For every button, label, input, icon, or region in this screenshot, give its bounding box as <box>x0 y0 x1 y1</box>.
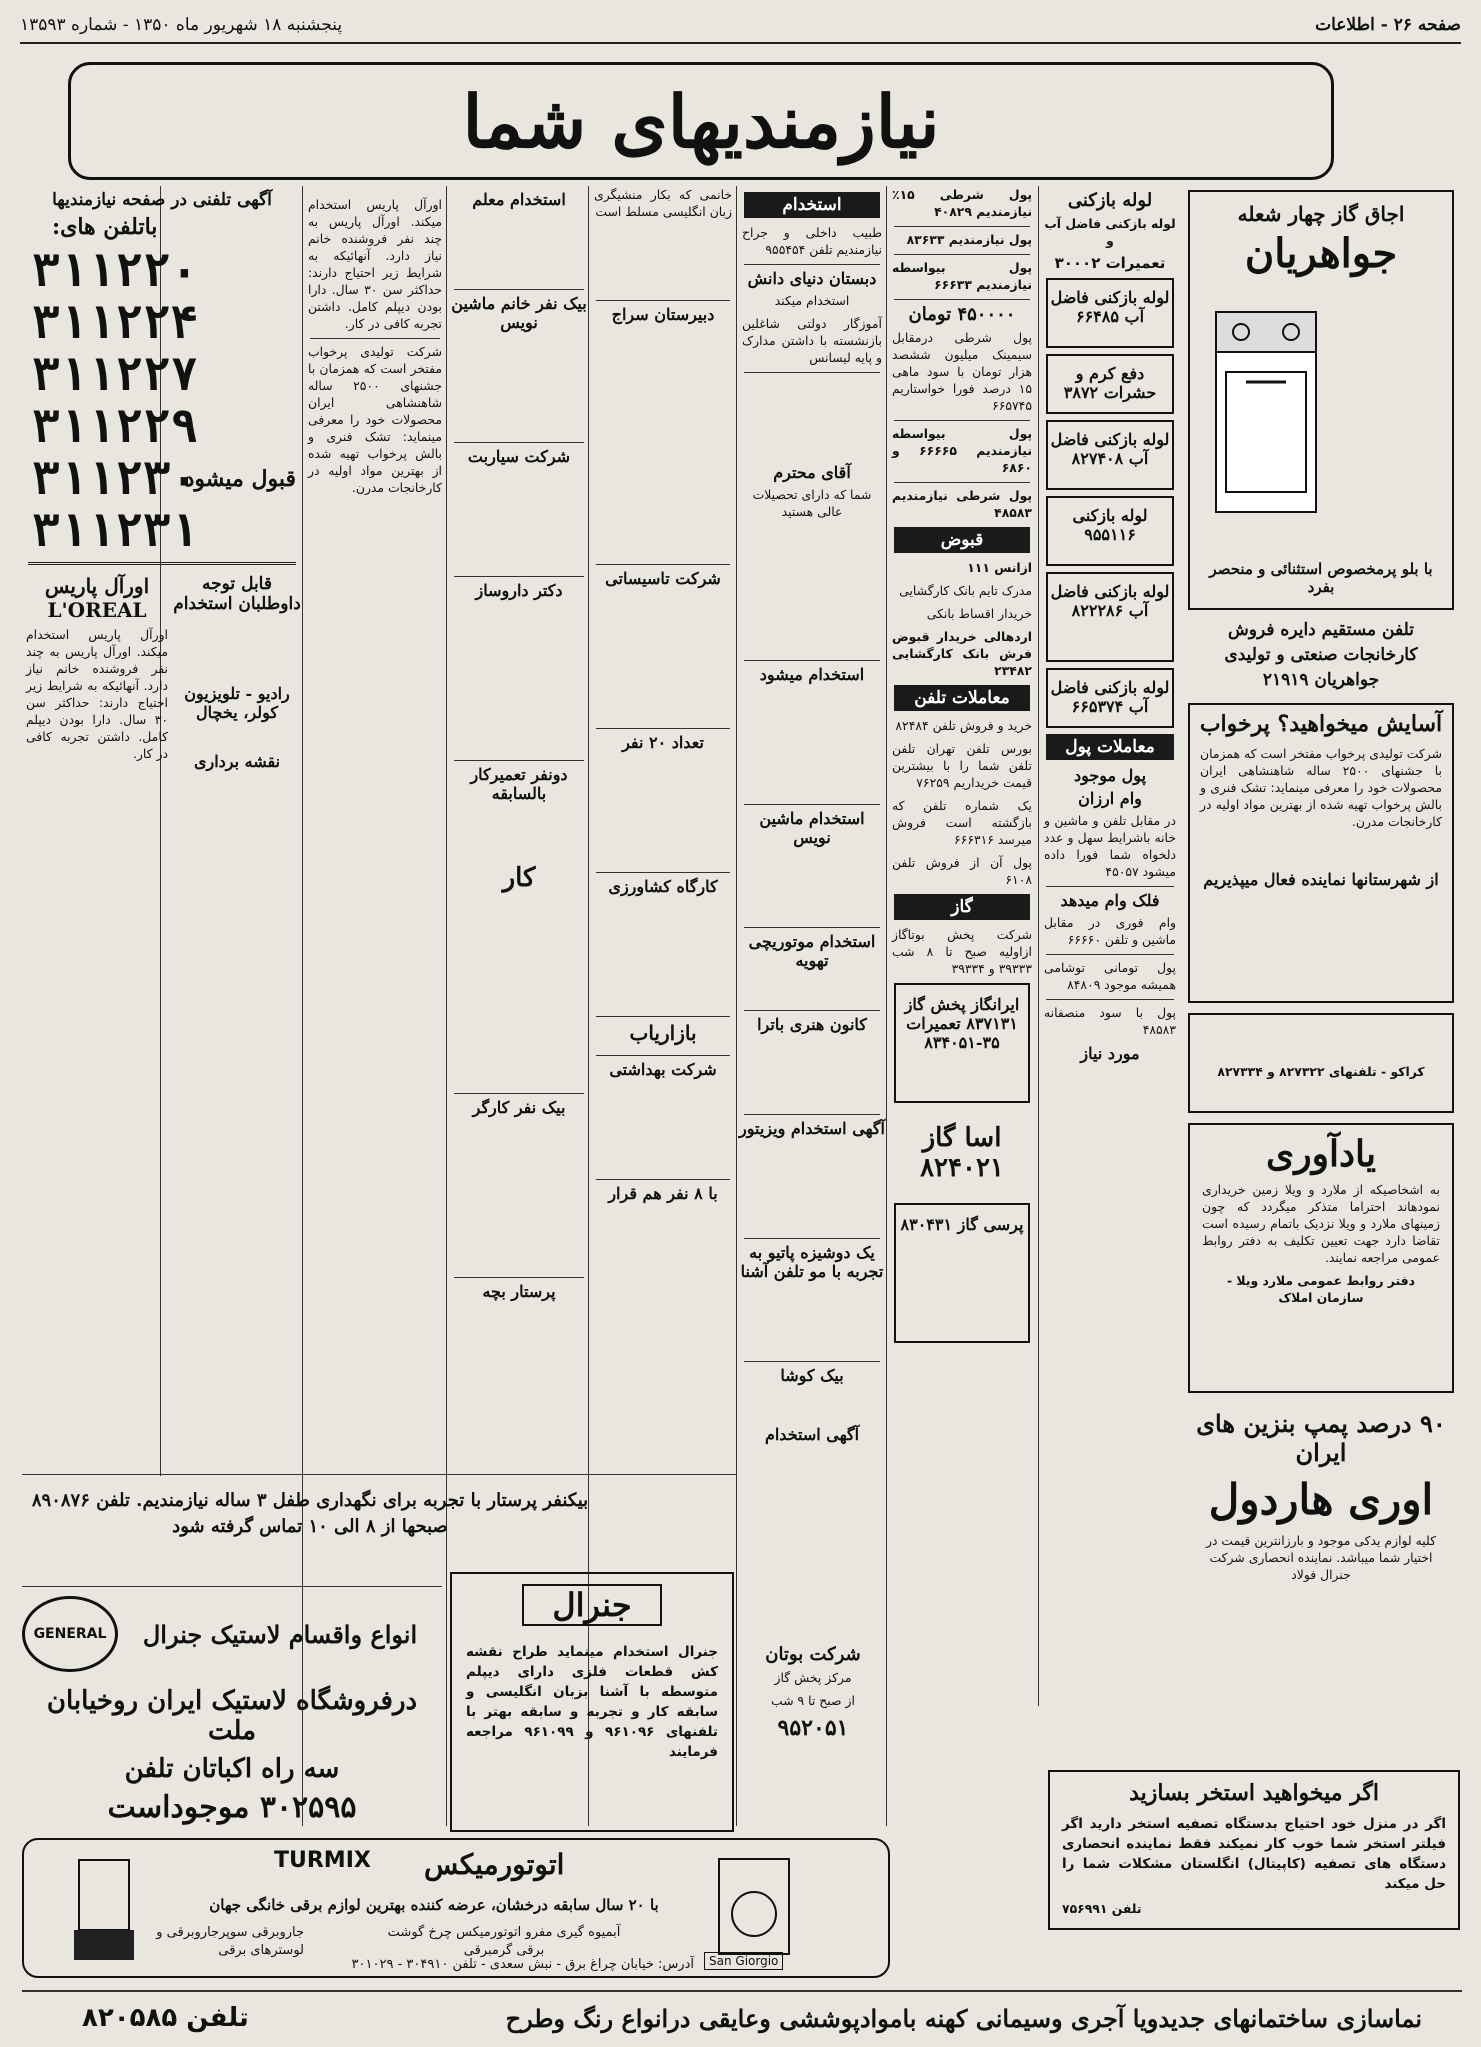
pipe-ad: لوله بازکنی ۹۵۵۱۱۶ <box>1046 496 1174 566</box>
washing-machine-icon <box>714 1854 794 1964</box>
juicer-icon <box>64 1850 144 1970</box>
bazin-brand: اوری هاردول <box>1208 1475 1434 1524</box>
job-line: آگهی استخدام ویزیتور <box>739 1119 885 1138</box>
irangaz-ad: ایرانگاز پخش گاز ۸۳۷۱۳۱ تعمیرات ۳۵-۸۳۴۰۵۱ <box>894 983 1030 1103</box>
job3-line: بیک نفر کارگر <box>472 1098 566 1117</box>
gas-stove-brand: جواهریان <box>1244 230 1398 277</box>
column-jobs-3 <box>448 186 590 1486</box>
yadavari-ad <box>1188 1123 1454 1393</box>
gaz-text: شرکت پخش بوتاگاز ازاولیه صبح تا ۸ شب ۳۹۳۳۳ و ۳۹۳۳۴ <box>892 927 1032 976</box>
bazin-ad <box>1188 1403 1454 1645</box>
column-left <box>22 186 302 1476</box>
phone-number: ۳۱۱۲۳۰ <box>32 451 199 505</box>
money-line: ۴۵۰۰۰۰ تومان <box>908 304 1016 325</box>
survey-ad: نقشه برداری <box>193 752 281 771</box>
loan-item: مورد نیاز <box>1080 1044 1140 1063</box>
job-line: بیک کوشا <box>780 1366 844 1385</box>
tel-item: خرید و فروش تلفن ۸۲۴۸۴ <box>895 718 1032 733</box>
job-line: آموزگار دولتی شاغلین بازنشسته با داشتن مدارک و پایه لیسانس <box>742 316 882 365</box>
issue-date: پنجشنبه ۱۸ شهریور ماه ۱۳۵۰ - شماره ۱۳۵۹۳ <box>20 15 343 35</box>
tel-head: معاملات تلفن <box>894 685 1030 711</box>
money-line: پول شرطی نیازمندیم ۴۸۵۸۳ <box>892 488 1032 520</box>
turmix-products: جاروبرقی سوپرجاروبرقی و لوسترهای برقی <box>156 1925 304 1958</box>
money-line: پول شرطی ۱۵٪ نیازمندیم ۴۰۸۲۹ <box>892 187 1032 219</box>
butane-title: شرکت بوتان <box>765 1644 861 1665</box>
qobuz-item: ازانس ۱۱۱ <box>967 560 1032 575</box>
tel-item: بورس تلفن تهران تلفن تلفن شما را با بیشترین قیمت خریداریم ۷۶۲۵۹ <box>892 741 1032 790</box>
qobuz-item: اردهالی خریدار قبوض فرش بانک کارگشایی ۲۳۴۸۲ <box>892 629 1032 678</box>
column-rule <box>886 186 887 1826</box>
general-hiring-text: جنرال استخدام مینماید طراح نقشه کش قطعات فلزی دارای دیپلم متوسطه با آشنا بزبان انگلیسی و سابقه کار و تجربه و سابقه بهتر با تلفنهای ۹۶۱۰۹۶ و ۹۶۱۰۹۹ مراجعه فرمایند <box>466 1644 718 1760</box>
bazin-text: کلیه لوازم یدکی موجود و بارزانترین قیمت در اختیار شما میباشد. نماینده انحصاری شرکت جنرال فولاد <box>1205 1533 1437 1582</box>
money-line: پول نیازمندیم ۸۳۶۳۳ <box>906 232 1032 247</box>
job-line: کانون هنری باترا <box>757 1015 867 1034</box>
sangiorgio-logo: San Giorgio <box>704 1952 783 1970</box>
job2-line: شرکت تاسیساتی <box>605 569 721 588</box>
qobuz-item: خریدار اقساط بانکی <box>926 606 1032 621</box>
phone-number: ۳۱۱۲۳۱ <box>32 503 199 557</box>
pool-text: اگر در منزل خود احتیاج بدستگاه تصفیه استخر دارید اگر فیلتر استخر شما خوب کار نمیکند فقط نماینده انحصاری دستگاه های تصفیه (کاپیتال) انگلستان مشکلات شما را حل میکند <box>1062 1816 1446 1892</box>
job3-line: کار <box>502 863 536 893</box>
column-mid-left <box>304 186 446 1476</box>
turmix-products2: آبمیوه گیری مفرو اتوتورمیکس چرخ گوشت برقی گرمبرقی <box>387 1925 621 1958</box>
karakaj-text: کراکو - تلفنهای ۸۲۷۳۲۲ و ۸۲۷۳۳۴ <box>1217 1064 1425 1079</box>
loan-item: پول با سود منصفانه ۴۸۵۸۳ <box>1044 1005 1176 1037</box>
column-display-ads <box>1180 186 1462 1686</box>
page-label: صفحه ۲۶ - اطلاعات <box>1315 15 1461 35</box>
gaz-head: گاز <box>894 894 1030 920</box>
general-logo-text: GENERAL <box>33 1626 107 1642</box>
turmix-address: آدرس: خیابان چراغ برق - نبش سعدی - تلفن ۳۰۴۹۱۰ - ۳۰۱۰۲۹ <box>351 1957 694 1972</box>
loan-item: پول موجود <box>1073 766 1147 785</box>
phones-label: باتلفن های: <box>52 214 158 240</box>
section-banner <box>68 62 1334 180</box>
pipes-head: لوله بازکنی <box>1067 190 1153 211</box>
gas-stove-tag: با بلو پرمخصوص استثنائی و منحصر بفرد <box>1209 560 1433 596</box>
footer-phone: تلفن ۸۲۰۵۸۵ <box>82 2003 249 2033</box>
job3-line: شرکت سیاربت <box>467 447 571 466</box>
pool-phone: تلفن ۷۵۶۹۹۱ <box>1062 1901 1142 1916</box>
job-line: دبستان دنیای دانش <box>747 269 877 288</box>
job-line: طبیب داخلی و جراح نیازمندیم تلفن ۹۵۵۴۵۴ <box>742 225 882 257</box>
column-pipes-loans <box>1040 186 1180 1686</box>
job2-line: شرکت بهداشتی <box>609 1060 717 1079</box>
pool-ad <box>1048 1770 1460 1930</box>
phone-number: ۳۱۱۲۲۰ <box>32 243 199 297</box>
pipe-ad: لوله بازکنی فاضل آب ۶۶۴۸۵ <box>1046 278 1174 348</box>
butane-phone: ۹۵۲۰۵۱ <box>777 1715 849 1741</box>
butane-hours: از صبح تا ۹ شب <box>771 1693 855 1708</box>
general-tire-title: انواع واقسام لاستیک جنرال <box>142 1619 418 1649</box>
column-jobs-1 <box>738 186 886 1826</box>
filler-text: شرکت تولیدی پرخواب مفتخر است که همزمان با جشنهای ۲۵۰۰ ساله شاهنشاهی ایران محصولات خود را معرفی مینماید: تشک فنری و بالش پرخواب تهیه شده از بهترین مواد اولیه در کارخانجات مدرن. <box>308 344 442 495</box>
turmix-brand: TURMIX <box>274 1848 371 1873</box>
column-rule <box>302 186 303 1826</box>
turmix-slogan: با ۲۰ سال سابقه درخشان، عرضه کننده بهترین لوازم برقی خانگی جهان <box>209 1896 659 1914</box>
turmix-title: اتوتورمیکس <box>424 1848 565 1881</box>
tel-item: پول آن از فروش تلفن ۶۱۰۸ <box>892 855 1032 887</box>
radio-ad: رادیو - تلویزیون کولر، یخچال <box>184 684 290 722</box>
gas-stove-ad <box>1188 190 1454 610</box>
karakaj-ad <box>1188 1013 1454 1113</box>
pool-title: اگر میخواهید استخر بسازید <box>1129 1780 1379 1806</box>
general-tire-ad <box>22 1596 442 1825</box>
divider <box>22 1990 1462 1992</box>
footer-ad <box>22 1996 1462 2040</box>
divider <box>22 1586 442 1587</box>
parsgaz-ad: پرسی گاز ۸۳۰۴۳۱ <box>894 1203 1030 1343</box>
general-logo <box>22 1596 118 1672</box>
accepted-label: قبول میشود <box>184 466 296 492</box>
job3-line: دونفر تعمیرکار بالسابقه <box>470 765 568 803</box>
job3-line: استخدام معلم <box>472 190 566 209</box>
bed-text: شرکت تولیدی پرخواب مفتخر است که همزمان با جشنهای ۲۵۰۰ ساله شاهنشاهی ایران محصولات خود را معرفی مینماید: تشک فنری و بالش پرخواب تهیه شده از بهترین مواد اولیه در کارخانجات مدرن. <box>1200 746 1442 829</box>
pipes-line: لوله بازکنی فاضل آب و <box>1044 216 1176 248</box>
banner-title: نیازمندیهای شما <box>462 78 940 164</box>
job-line: استخدام میکند <box>774 293 850 308</box>
job3-line: بیک نفر خانم ماشین نویس <box>451 294 587 332</box>
phone-number: ۳۱۱۲۲۴ <box>32 295 199 349</box>
general-tire-store: درفروشگاه لاستیک ایران روخیابان ملت <box>46 1686 418 1746</box>
bed-ad <box>1188 703 1454 1003</box>
turmix-ad <box>22 1838 890 1978</box>
job2-line: با ۸ نفر هم قرار <box>608 1184 718 1203</box>
job3-line: پرستار بچه <box>482 1282 556 1301</box>
general-tire-addr: سه راه اکباتان تلفن <box>124 1754 340 1784</box>
gas-stove-phone: تلفن مستقیم دایره فروش کارخانجات صنعتی و تولیدی جواهریان ۲۱۹۱۹ <box>1224 620 1418 690</box>
loreal-logo: اورآل پاریس L'OREAL <box>44 574 150 622</box>
job-line: استخدام میشود <box>759 665 865 684</box>
yadavari-title: یادآوری <box>1266 1133 1376 1175</box>
loans-head: معاملات پول <box>1046 734 1174 760</box>
bed-title: آسایش میخواهید؟ پرخواب <box>1199 711 1443 737</box>
column-jobs-2 <box>590 186 736 1486</box>
column-rule <box>1038 186 1039 1706</box>
general-tire-phone: ۳۰۲۵۹۵ موجوداست <box>107 1790 357 1825</box>
loan-item: وام ارزان <box>1078 789 1142 808</box>
job2-line: خانمی که بکار منشیگری زبان انگلیسی مسلط است <box>594 187 732 219</box>
divider <box>22 1474 736 1475</box>
gas-stove-icon <box>1206 292 1326 522</box>
general-hiring-ad <box>450 1572 734 1832</box>
phone-number: ۳۱۱۲۲۹ <box>32 399 199 453</box>
job2-line: بازاریاب <box>629 1021 697 1045</box>
jobs-head: استخدام <box>744 192 880 218</box>
qobuz-head: قبوض <box>894 527 1030 553</box>
asagaz-ad: اسا گاز ۸۲۴۰۲۱ <box>920 1123 1004 1183</box>
loan-item: وام فوری در مقابل ماشین و تلفن ۶۶۶۶۰ <box>1044 915 1176 947</box>
gas-stove-title: اجاق گاز چهار شعله <box>1237 202 1405 226</box>
butane-text: مرکز پخش گاز <box>774 1670 852 1685</box>
footer-text: نماسازی ساختمانهای جدیدویا آجری وسیمانی کهنه باموادپوششی وعایقی درانواع رنگ وطرح <box>505 2003 1422 2033</box>
phone-number: ۳۱۱۲۲۷ <box>32 347 199 401</box>
general-hiring-logo: جنرال <box>522 1584 662 1626</box>
pipe-ad: لوله بازکنی فاضل آب ۶۶۵۳۷۴ <box>1046 668 1174 728</box>
job-line: یک دوشیزه پاتیو به تجربه با مو تلفن آشنا <box>740 1243 884 1281</box>
loan-item: فلک وام میدهد <box>1060 891 1160 910</box>
nurse-ad: بیکنفر پرستار با تجربه برای نگهداری طفل ۳ ساله نیازمندیم. تلفن ۸۹۰۸۷۶ صبحها از ۸ الی ۱۰ تماس گرفته شود <box>31 1490 589 1537</box>
money-line: پول بیواسطه نیازمندیم ۶۶۶۶۵ و ۶۸۶۰ <box>892 426 1032 475</box>
column-rule <box>736 186 737 1826</box>
pipe-ad: دفع کرم و حشرات ۳۸۷۲ <box>1046 354 1174 414</box>
job2-line: تعداد ۲۰ نفر <box>622 733 704 752</box>
job3-line: دکتر داروساز <box>475 581 563 600</box>
loan-item: پول تومانی توشامی همیشه موجود ۸۴۸۰۹ <box>1044 960 1176 992</box>
loan-item: در مقابل تلفن و ماشین و خانه باشرایط سهل و عدد دلخواه شما فورا داده میشود ۴۵۰۵۷ <box>1044 813 1176 879</box>
pipe-ad: لوله بازکنی فاضل آب ۸۲۷۴۰۸ <box>1046 420 1174 490</box>
pipe-ad: لوله بازکنی فاضل آب ۸۲۲۲۸۶ <box>1046 572 1174 662</box>
job2-line: دبیرستان سراج <box>611 305 715 324</box>
qobuz-item: مدرک تایم بانک کارگشایی <box>899 583 1032 598</box>
job-line: شما که دارای تحصیلات عالی هستید <box>752 487 872 519</box>
phones-head: آگهی تلفنی در صفحه نیازمندیها <box>52 190 272 210</box>
job-line: استخدام ماشین نویس <box>759 809 865 847</box>
yadavari-footer: دفتر روابط عمومی ملارد ویلا - سازمان املاک <box>1226 1273 1416 1305</box>
pipes-line: تعمیرات ۳۰۰۰۲ <box>1054 254 1166 272</box>
job-line: آگهی استخدام <box>764 1425 860 1444</box>
bazin-title: ۹۰ درصد پمپ بنزین های ایران <box>1196 1409 1446 1467</box>
masthead <box>20 8 1461 44</box>
job2-line: کارگاه کشاورزی <box>608 877 718 896</box>
filler-text: اورآل پاریس استخدام میکند. اورآل پاریس به چند نفر فروشنده خانم نیاز دارد. آنهائیکه به شرایط زیر احتیاج دارند: حداکثر سن ۳۰ سال. دارا بودن دیپلم کامل. داشتن تجربه کافی در کار. <box>308 197 442 331</box>
column-rule <box>446 186 447 1826</box>
loreal-text: اورآل پاریس استخدام میکند. اورآل پاریس به چند نفر فروشنده خانم نیاز دارد. آنهائیکه به شرایط زیر احتیاج دارند: حداکثر سن ۳۰ سال. دارا بودن دیپلم کامل. داشتن تجربه کافی در کار. <box>26 627 168 761</box>
job-line: استخدام موتوریچی تهویه <box>748 932 876 970</box>
money-line: پول شرطی درمقابل سیمینک میلیون ششصد هزار تومان با سود ماهی ۱۵ درصد فورا خواستاریم ۶۶۵۷۴۵ <box>892 330 1032 413</box>
job-line: آقای محترم <box>773 463 851 482</box>
bed-branch: از شهرستانها نماینده فعال میپذیریم <box>1203 870 1439 889</box>
money-line: پول بیواسطه نیازمندیم ۶۶۶۳۳ <box>892 260 1032 292</box>
column-money <box>888 186 1036 1826</box>
tel-item: یک شماره تلفن که بازگشته است فروش میرسد ۶۶۶۳۱۶ <box>892 798 1032 847</box>
yadavari-text: به اشخاصیکه از ملارد و ویلا زمین خریداری نمودهاند احتراما متذکر میگردد که چون زمینهای ملارد و ویلا نزدیک باتمام رسیده است تقاضا دارد جهت تعیین تکلیف به دفتر روابط عمومی مراجعه نمایند. <box>1202 1182 1440 1265</box>
attention-title: قابل توجه داوطلبان استخدام <box>173 574 301 614</box>
